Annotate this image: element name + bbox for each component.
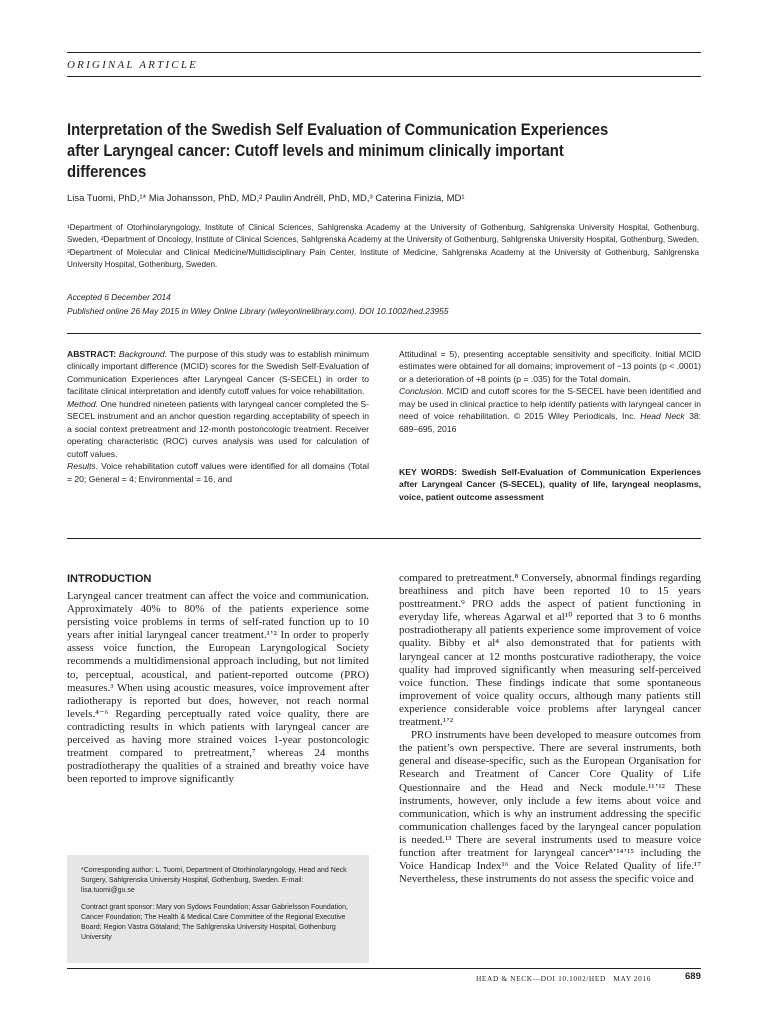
affiliations: ¹Department of Otorhinolaryngology, Institute of Clinical Sciences, Sahlgrenska Academy at the University of Gothenburg, Sahlgrenska University Hospital, Gothenburg, Sweden, ²Department of Oncology, Institute of Clinical Sciences, Sahlgrenska Academy at the University of Gothenburg, Sahlgrenska University Hospital, Gothenburg, Sweden, ³Department of Molecular and Clinical Medicine/Multidisciplinary Pain Center, Institute of Medicine, Sahlgrenska Academy at the University of Gothenburg, Sahlgrenska University Hospital, Gothenburg, Sweden.	[67, 223, 699, 270]
intro-paragraph-continued: compared to pretreatment.⁸ Conversely, abnormal findings regarding breathiness and pitch have been reported 10 to 15 years posttreatment.⁹ PRO adds the aspect of patient functioning in everyday life, whereas Agarwal et al¹⁰ reported that 3 to 6 months postradiotherapy all patients experience some improvement of voice quality. Bibby et al⁴ also demonstrated that for patients with laryngeal cancer at 12 months postcurative radiotherapy, the voice quality had improved significantly when measuring self-perceived voice function. These findings indicate that some spontaneous improvement of voice quality occurs, although many patients still experience considerable voice problems after laryngeal cancer treatment.¹ʼ²	[399, 572, 701, 729]
keywords	[399, 466, 701, 503]
page-number: 689	[685, 971, 701, 982]
section-label: ORIGINAL ARTICLE	[67, 59, 199, 71]
abstract-right-column	[399, 348, 701, 435]
abstract-label: ABSTRACT:	[67, 349, 117, 359]
corresponding-label: *Corresponding author:	[81, 867, 154, 874]
footer-journal-line: HEAD & NECK—DOI 10.1002/HED MAY 2016	[476, 974, 651, 983]
method-text: One hundred nineteen patients with laryngeal cancer completed the S-SECEL instrument and an anchor question regarding acceptability of speech in a social context pretreatment and 12-month postoncologic treatment. Receiver operating characteristic (ROC) curves analysis was used for calculation of cutoff values.	[67, 398, 370, 459]
keywords-text: Swedish Self-Evaluation of Communication Experiences after Laryngeal Cancer (S-SECEL), quality of life, laryngeal neoplasms, voice, patient outcome assessment	[399, 467, 701, 502]
pro-instruments-paragraph: PRO instruments have been developed to measure outcomes from the patient’s own perspective. There are several instruments, both general and disease-specific, such as the European Organisation for Research and Treatment of Cancer Core Quality of Life Questionnaire and the Head and Neck module.¹¹ʼ¹² These instruments, however, only include a few items about voice and communication, which is why an instrument addressing the specific communication challenges faced by the laryngeal cancer population is needed.¹³ There are several instruments used to measure voice function after treatment for laryngeal cancer⁸ʼ¹⁴ʼ¹⁵ including the Voice Handicap Index¹⁶ and the Voice Related Quality of life.¹⁷ Nevertheless, these instruments do not assess the specific voice and	[399, 729, 701, 886]
published-line: Published online 26 May 2015 in Wiley Online Library (wileyonlinelibrary.com). DOI 10.1002/hed.23955	[67, 305, 449, 316]
results-text-left: Voice rehabilitation cutoff values were identified for all domains (Total = 20; General = 4; Environmental = 16, and	[67, 461, 369, 484]
abstract-rule	[67, 333, 701, 334]
publication-dates	[67, 291, 449, 319]
method-label: Method.	[67, 398, 99, 409]
grant-sponsor-note: Contract grant sponsor: Mary von Sydows Foundation; Assar Gabrielsson Foundation, Cancer Foundation; The Health & Medical Care Committee of the Regional Executive Board; Region Västra Götaland; The Sahlgrenska University Hospital, Gothenburg University	[81, 903, 348, 942]
author-list: Lisa Tuomi, PhD,¹* Mia Johansson, PhD, MD,² Paulin Andréll, PhD, MD,³ Caterina Finizia, MD¹	[67, 193, 465, 204]
header-rule-lower	[67, 76, 701, 77]
corresponding-text: L. Tuomi, Department of Otorhinolaryngology, Head and Neck Surgery, Sahlgrenska University Hospital, Gothenburg, Sweden. E-mail: lisa.tuomi@gu.se	[81, 867, 347, 895]
citation-journal: Head Neck	[640, 411, 685, 422]
conclusion-text: MCID and cutoff scores for the S-SECEL have been identified and may be used in clinical practice to help identify patients with laryngeal cancer in need of voice rehabilitation. © 2015 Wiley Periodicals, Inc.	[399, 386, 701, 422]
citation-details: 38: 689–695, 2016	[399, 411, 702, 434]
results-text-right: Attitudinal = 5), presenting acceptable sensitivity and specificity. Initial MCID estimates were obtained for all domains; improvement of −13 points (p < .0001) or a deterioration of +8 points (p = .035) for the Total domain.	[399, 349, 701, 384]
header-rule	[67, 52, 701, 53]
accepted-date: Accepted 6 December 2014	[67, 292, 171, 302]
conclusion-label: Conclusion.	[399, 386, 444, 397]
corresponding-author-note	[81, 866, 359, 897]
results-label: Results.	[67, 461, 99, 472]
abstract-left-column	[67, 348, 369, 485]
body-left-column	[67, 590, 369, 786]
keywords-label: KEY WORDS:	[399, 467, 457, 477]
footer-rule	[67, 968, 701, 969]
abstract-end-rule	[67, 538, 701, 539]
intro-paragraph: Laryngeal cancer treatment can affect the voice and communication. Approximately 40% to 80% of the patients experience some persisting voice problems in terms of self-rated function up to 10 years after initial laryngeal cancer treatment.¹ʼ² In order to properly assess voice function, the European Laryngological Society recommends a multidimensional approach including, but not limited to, perceptual, acoustical, and patient-reported outcome (PRO) measures.³ When using acoustic measures, voice improvement after radiotherapy is reported but does, however, not reach normal levels.⁴⁻⁶ Regarding perceptually rated voice quality, there are contradicting results in which patients with laryngeal cancer are perceived as having more strained voices 1-year postoncologic treatment compared to pretreatment,⁷ whereas 24 months postradiotherapy the qualities of a strained and breathy voice have been reported to improve significantly	[67, 590, 369, 786]
background-text: The purpose of this study was to establish minimum clinically important difference (MCID) scores for the Swedish Self-Evaluation of Communication Experiences after Laryngeal Cancer (S-SECEL) in order to facilitate clinical interpretation and identify cutoff values for voice rehabilitation.	[67, 349, 369, 397]
article-title: Interpretation of the Swedish Self Evaluation of Communication Experiences after Laryngeal cancer: Cutoff levels and minimum clinically important differences	[67, 121, 609, 181]
introduction-heading: INTRODUCTION	[67, 573, 152, 585]
body-right-column	[399, 572, 701, 886]
background-label: Background.	[118, 349, 168, 359]
footnotes	[81, 866, 359, 949]
